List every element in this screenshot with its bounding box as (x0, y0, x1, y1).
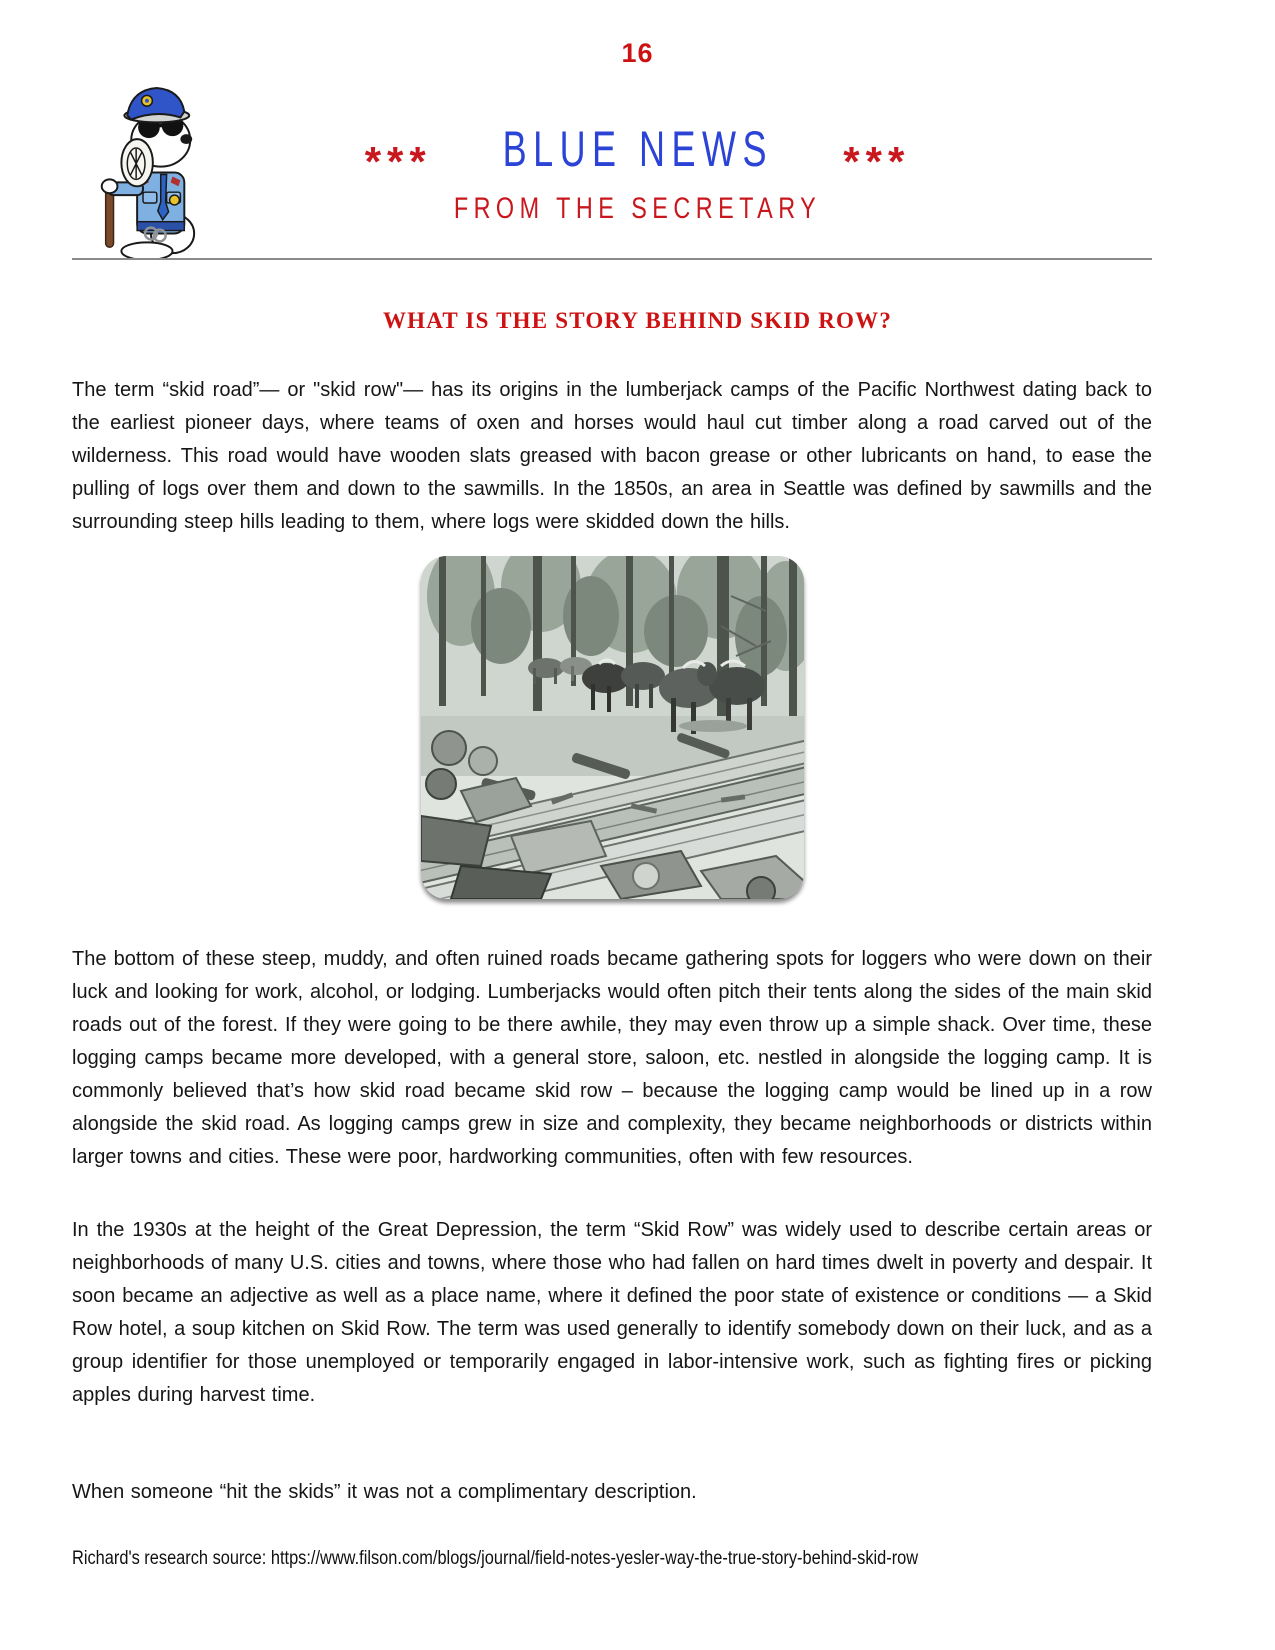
page-number: 16 (621, 38, 654, 68)
masthead-title: BLUE NEWS (502, 121, 773, 177)
paragraph-logging-camps: The bottom of these steep, muddy, and often ruined roads became gathering spots for loggers who were down on their luck and looking for work, alcohol, or lodging. Lumberjacks would often pitch their tents along the sides of the main skid roads out of the forest. If they were going to be there awhile, they may even throw up a simple shack. Over time, these logging camps became more developed, with a general store, saloon, etc. nestled in alongside the logging camp. It is commonly believed that’s how skid road became skid row – because the logging camp would be lined up in a row alongside the skid road. As logging camps grew in size and complexity, they became neighborhoods or districts within larger towns and cities. These were poor, hardworking communities, often with few resources. (72, 948, 1152, 1168)
masthead-stars-left: *** (364, 138, 432, 185)
skid-road-oxen-photo (421, 556, 804, 899)
source-note: Richard's research source: https://www.filson.com/blogs/journal/field-notes-yesler-way-the-true-story-behind-skid-row (72, 1547, 919, 1569)
paragraph-great-depression: In the 1930s at the height of the Great Depression, the term “Skid Row” was widely used to describe certain areas or neighborhoods of many U.S. cities and towns, where those who had fallen on hard times dwelt in poverty and despair. It soon became an adjective as well as a place name, where it defined the poor state of existence or conditions — a Skid Row hotel, a soup kitchen on Skid Row. The term was used generally to identify somebody down on their luck, and as a group identifier for those unemployed or temporarily engaged in labor-intensive work, such as fighting fires or picking apples during harvest time. (72, 1219, 1152, 1406)
skid-road-oxen-photo-art (421, 556, 804, 899)
masthead-stars-right: *** (843, 138, 911, 185)
article-body (72, 374, 1152, 1509)
masthead-subtitle: FROM THE SECRETARY (453, 192, 822, 225)
masthead (0, 118, 1275, 224)
paragraph-skid-road-origins: The term “skid road”— or "skid row"— has its origins in the lumberjack camps of the Pacific Northwest dating back to the earliest pioneer days, where teams of oxen and horses would haul cut timber along a road carved out of the wilderness. This road would have wooden slats greased with bacon grease or other lubricants on hand, to ease the pulling of logs over them and down to the sawmills. In the 1850s, an area in Seattle was defined by sawmills and the surrounding steep hills leading to them, where logs were skidded down the hills. (72, 379, 1152, 533)
header-divider-rule (72, 258, 1152, 260)
article-heading: WHAT IS THE STORY BEHIND SKID ROW? (382, 308, 893, 333)
closing-line: When someone “hit the skids” it was not a complimentary description. (72, 1481, 697, 1503)
